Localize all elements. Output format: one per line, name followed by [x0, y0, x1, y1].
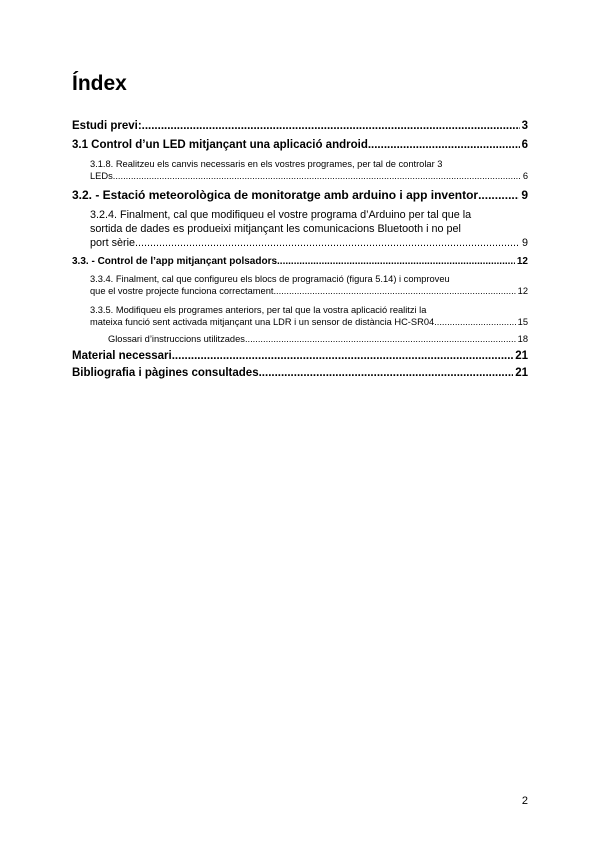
toc-page-number: 9 — [521, 237, 528, 249]
toc-leader — [113, 170, 521, 182]
toc-page-number: 12 — [517, 286, 528, 296]
toc-entry-material[interactable] — [72, 348, 528, 364]
toc-entry-label: Estudi previ: — [72, 120, 142, 132]
toc-page-number: 12 — [516, 256, 528, 267]
toc-leader — [368, 137, 520, 153]
toc-entry-label: Glossari d’instruccions utilitzades — [108, 334, 245, 344]
toc-entry-3-3[interactable] — [72, 255, 528, 269]
toc-entry-3-2-4[interactable] — [90, 208, 528, 250]
toc-leader — [245, 333, 516, 345]
toc-entry-label: 3.1.8. Realitzeu els canvis necessaris en els vostres programes, per tal de controlar 3 — [90, 159, 443, 169]
toc-entry-label: 3.1 Control d’un LED mitjançant una aplicació android — [72, 139, 368, 151]
toc-leader — [172, 348, 513, 364]
toc-entry-3-1[interactable] — [72, 137, 528, 153]
toc-entry-3-1-8[interactable] — [90, 158, 528, 182]
toc-leader — [277, 255, 515, 269]
page-title: Índex — [72, 72, 127, 95]
page-number: 2 — [521, 795, 528, 807]
toc-leader — [434, 316, 515, 328]
toc-leader — [142, 118, 520, 134]
toc-entry-label-end: port sèrie — [90, 237, 136, 249]
toc-entry-label: 3.3. - Control de l’app mitjançant polsadors — [72, 256, 278, 267]
toc-page-number: 15 — [517, 317, 528, 327]
toc-entry-bibliografia[interactable] — [72, 365, 528, 381]
toc-page-number: 9 — [521, 188, 528, 202]
toc-entry-3-3-5[interactable] — [90, 304, 528, 328]
toc-page-number: 21 — [515, 350, 528, 362]
toc-page-number: 21 — [515, 367, 528, 379]
toc-entry-label-end: mateixa funció sent activada mitjançant una LDR i un sensor de distància HC-SR04 — [90, 317, 435, 327]
toc-page-number: 6 — [521, 139, 528, 151]
toc-entry-label: 3.2. - Estació meteorològica de monitoratge amb arduino i app inventor — [72, 188, 479, 202]
toc-page-number: 3 — [521, 120, 528, 132]
toc-entry-3-2[interactable] — [72, 187, 528, 204]
toc-entry-label: 3.3.4. Finalment, cal que configureu els blocs de programació (figura 5.14) i comproveu — [90, 274, 450, 284]
toc-entry-glossari[interactable] — [108, 333, 528, 345]
toc-leader — [135, 236, 520, 250]
toc-entry-label: sortida de dades es produeixi mitjançant les comunicacions Bluetooth i no pel — [90, 223, 461, 235]
toc-page-number: 6 — [522, 171, 528, 181]
toc-leader — [273, 285, 515, 297]
toc-leader — [478, 187, 519, 204]
toc-page-number: 18 — [517, 334, 528, 344]
toc-entry-estudi-previ[interactable] — [72, 118, 528, 134]
toc-entry-label: 3.2.4. Finalment, cal que modifiqueu el vostre programa d’Arduino per tal que la — [90, 209, 472, 221]
toc-entry-label-end: que el vostre projecte funciona correctament — [90, 286, 274, 296]
toc-entry-label-end: LEDs — [90, 171, 113, 181]
table-of-contents — [72, 118, 528, 381]
toc-entry-label: Material necessari — [72, 350, 172, 362]
toc-entry-3-3-4[interactable] — [90, 273, 528, 297]
toc-entry-label: 3.3.5. Modifiqueu els programes anteriors, per tal que la vostra aplicació realitzi la — [90, 305, 427, 315]
toc-entry-label: Bibliografia i pàgines consultades — [72, 367, 259, 379]
toc-leader — [259, 365, 514, 381]
